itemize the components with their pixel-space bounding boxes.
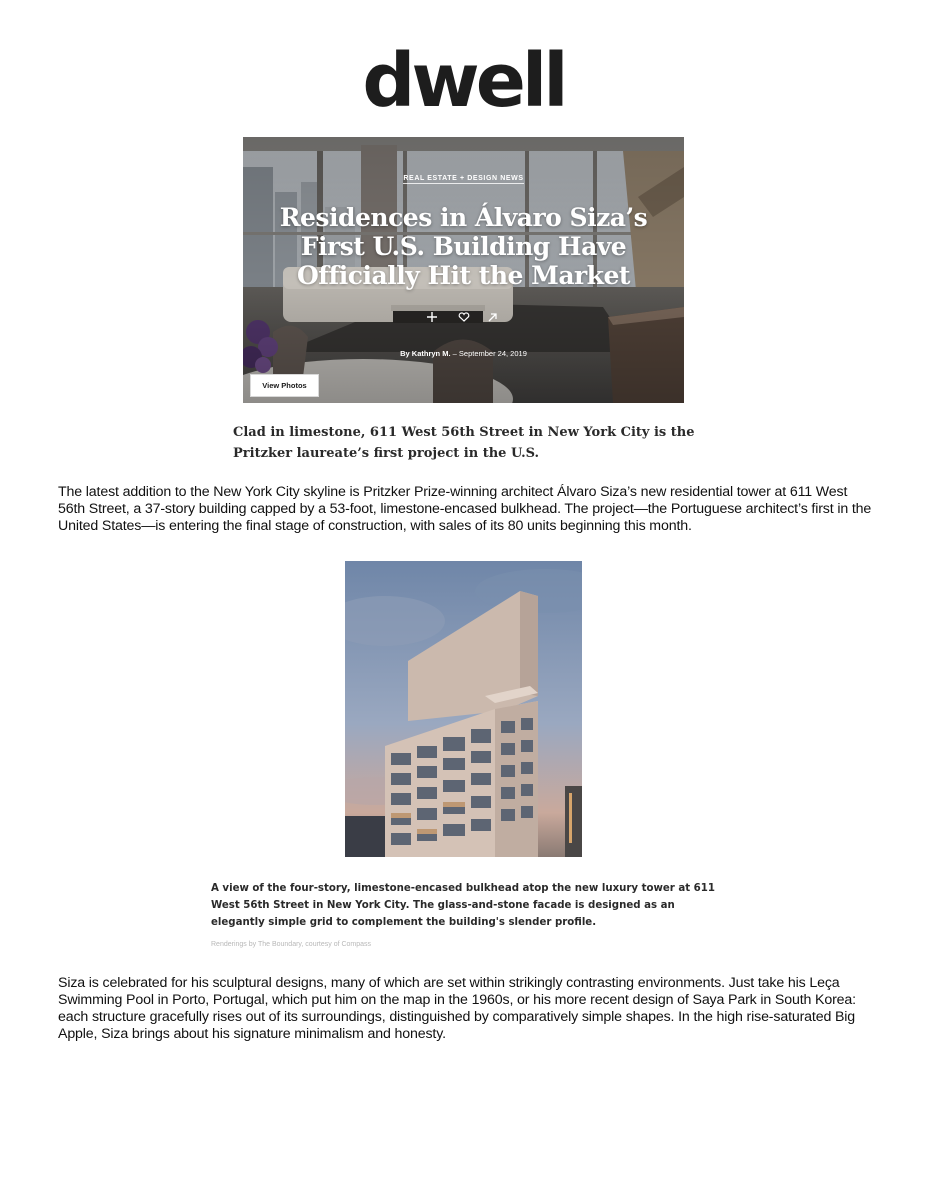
share-arrow-icon[interactable] xyxy=(489,314,496,321)
heart-icon[interactable] xyxy=(459,313,469,321)
hero-banner xyxy=(243,137,684,403)
article-title: Residences in Álvaro Siza’s First U.S. Building Have Officially Hit the Market xyxy=(279,203,648,290)
category-label[interactable]: REAL ESTATE + DESIGN NEWS xyxy=(403,175,524,182)
dwell-logo[interactable]: dwell xyxy=(362,38,565,124)
photo-credit: Renderings by The Boundary, courtesy of Compass xyxy=(211,941,372,948)
view-photos-button[interactable]: View Photos xyxy=(250,374,319,397)
publish-date: – September 24, 2019 xyxy=(450,349,527,358)
body-paragraph-1: The latest addition to the New York City skyline is Pritzker Prize-winning architect Álvaro Siza’s new residential tower at 611 West 56th Street, a 37-story building capped by a 53-foot, limestone-encased bulkhead. The project—the Portuguese architect’s first in the United States—is entering the final stage of construction, with sales of its 80 units beginning this month. xyxy=(58,484,872,534)
tower-rendering-image xyxy=(345,561,582,857)
plus-icon[interactable] xyxy=(427,312,437,322)
body-paragraph-2: Siza is celebrated for his sculptural designs, many of which are set within strikingly contrasting environments. Just take his Leça Swimming Pool in Porto, Portugal, which put him on the map in the 1960s, or his more recent design of Saya Park in South Korea: each structure gracefully rises out of its surroundings, distinguished by comparatively simple shapes. In the high rise-saturated Big Apple, Siza brings about his signature minimalism and honesty. xyxy=(58,975,856,1042)
author-name[interactable]: By Kathryn M. xyxy=(400,349,451,358)
hero-action-icons xyxy=(425,309,505,325)
figure-caption: A view of the four-story, limestone-encased bulkhead atop the new luxury tower at 611 West 56th Street in New York City. The glass-and-stone facade is designed as an elegantly simple grid to complement the building's slender profile. xyxy=(211,883,715,928)
byline xyxy=(243,349,684,358)
hero-caption: Clad in limestone, 611 West 56th Street in New York City is the Pritzker laureate’s first project in the U.S. xyxy=(233,425,695,461)
